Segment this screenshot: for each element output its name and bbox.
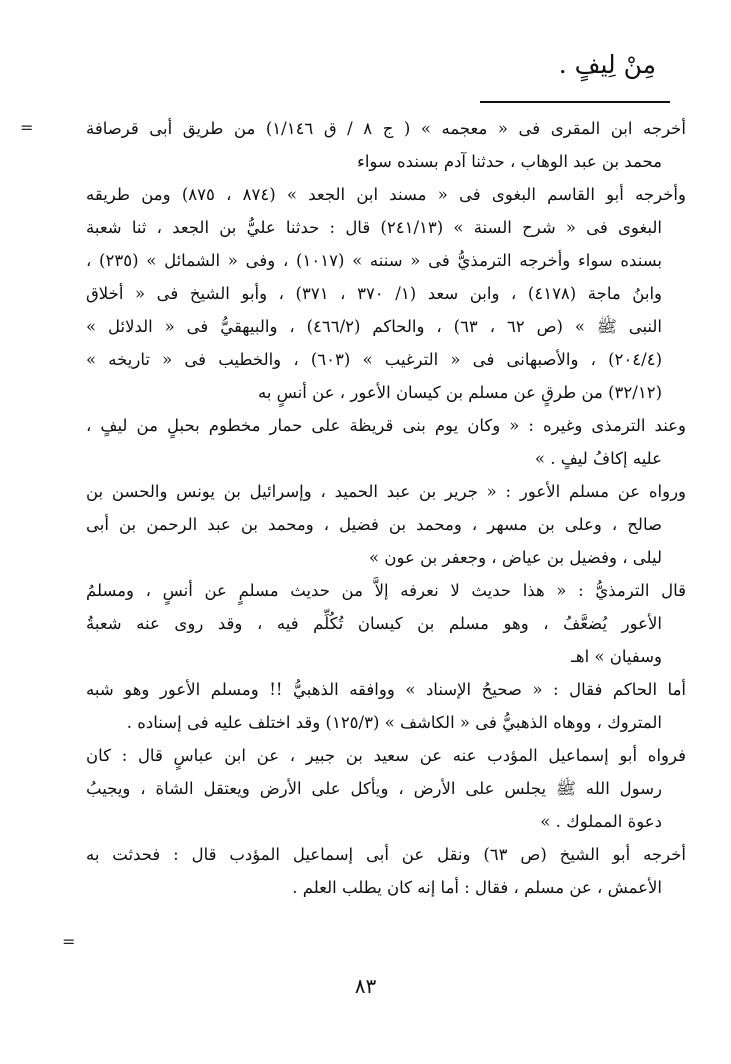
footnote-paragraph xyxy=(86,838,686,904)
footnote-line: وسفيان » اهـ xyxy=(571,647,662,666)
continuation-text: مِنْ لِيفٍ . xyxy=(558,50,656,79)
footnote-paragraph xyxy=(86,574,686,673)
footnote-line: وأخرجه أبو القاسم البغوى فى « مسند ابن الجعد » (٨٧٤ ، ٨٧٥) ومن طريقه xyxy=(86,185,686,204)
footnote-line: أما الحاكم فقال : « صحيحُ الإسناد » ووافقه الذهبيُّ !! ومسلم الأعور وهو شبه xyxy=(86,680,686,699)
continuation-mark-top: = xyxy=(20,118,34,137)
footnote-line: أخرجه أبو الشيخ (ص ٦٣) ونقل عن أبى إسماعيل المؤدب قال : فحدثت به xyxy=(86,845,686,864)
footnotes-block xyxy=(86,112,686,904)
footnote-line: ليلى ، وفضيل بن عياض ، وجعفر بن عون » xyxy=(369,548,662,567)
footnote-line: (٣٢/١٢) من طرقٍ عن مسلم بن كيسان الأعور ، عن أنسٍ به xyxy=(258,383,662,402)
footnote-paragraph xyxy=(86,178,686,409)
footnote-paragraph xyxy=(86,739,686,838)
footnote-line: رسول الله ﷺ يجلس على الأرض ، ويأكل على الأرض ويعتقل الشاة ، ويجيبُ xyxy=(86,779,662,798)
footnote-line: عليه إكافُ ليفٍ . » xyxy=(534,449,662,468)
footnote-separator-rule xyxy=(480,101,670,103)
footnote-line: وعند الترمذى وغيره : « وكان يوم بنى قريظة على حمار مخطوم بحبلٍ من ليفٍ ، xyxy=(86,416,686,435)
footnote-line: النبى ﷺ » (ص ٦٢ ، ٦٣) ، والحاكم (٤٦٦/٢) ، والبيهقيُّ فى « الدلائل » xyxy=(86,317,663,336)
footnote-line: الأعمش ، عن مسلم ، فقال : أما إنه كان يطلب العلم . xyxy=(292,878,662,897)
footnote-line: دعوة المملوك . » xyxy=(540,812,662,831)
footnote-paragraph xyxy=(86,112,686,178)
footnote-paragraph xyxy=(86,409,686,475)
footnote-line: بسنده سواء وأخرجه الترمذيُّ فى « سننه » (١٠١٧) ، وفى « الشمائل » (٢٣٥) ، xyxy=(86,251,663,270)
footnote-line: أخرجه ابن المقرى فى « معجمه » ( ج ٨ / ق ١/١٤٦) من طريق أبى قرصافة xyxy=(86,119,686,138)
footnote-line: البغوى فى « شرح السنة » (٢٤١/١٣) قال : حدثنا عليُّ بن الجعد ، ثنا شعبة xyxy=(86,218,662,237)
footnote-line: (٢٠٤/٤) ، والأصبهانى فى « الترغيب » (٦٠٣) ، والخطيب فى « تاريخه » xyxy=(86,350,662,369)
footnote-paragraph xyxy=(86,475,686,574)
footnote-line: فرواه أبو إسماعيل المؤدب عنه عن سعيد بن جبير ، عن ابن عباسٍ قال : كان xyxy=(86,746,686,765)
footnote-paragraph xyxy=(86,673,686,739)
footnote-line: صالح ، وعلى بن مسهر ، ومحمد بن فضيل ، ومحمد بن عبد الرحمن بن أبى xyxy=(86,515,662,534)
footnote-line: المتروك ، ووهاه الذهبيُّ فى « الكاشف » (١٢٥/٣) وقد اختلف عليه فى إسناده . xyxy=(126,713,662,732)
page-number: ٨٣ xyxy=(354,974,377,998)
footnote-line: الأعور يُضعَّفُ ، وهو مسلم بن كيسان تُكُلِّم فيه ، وقد روى عنه شعبةُ xyxy=(86,614,662,633)
footnote-line: محمد بن عبد الوهاب ، حدثنا آدم بسنده سواء xyxy=(357,152,662,171)
continuation-mark-bottom: = xyxy=(62,932,76,951)
footnote-line: ورواه عن مسلم الأعور : « جرير بن عبد الحميد ، وإسرائيل بن يونس والحسن بن xyxy=(86,482,686,501)
footnote-line: وابنُ ماجة (٤١٧٨) ، وابن سعد (١/ ٣٧٠ ، ٣٧١) ، وأبو الشيخ فى « أخلاق xyxy=(86,284,662,303)
footnote-line: قال الترمذيُّ : « هذا حديث لا نعرفه إلاَّ من حديث مسلمٍ عن أنسٍ ، ومسلمُ xyxy=(86,581,686,600)
